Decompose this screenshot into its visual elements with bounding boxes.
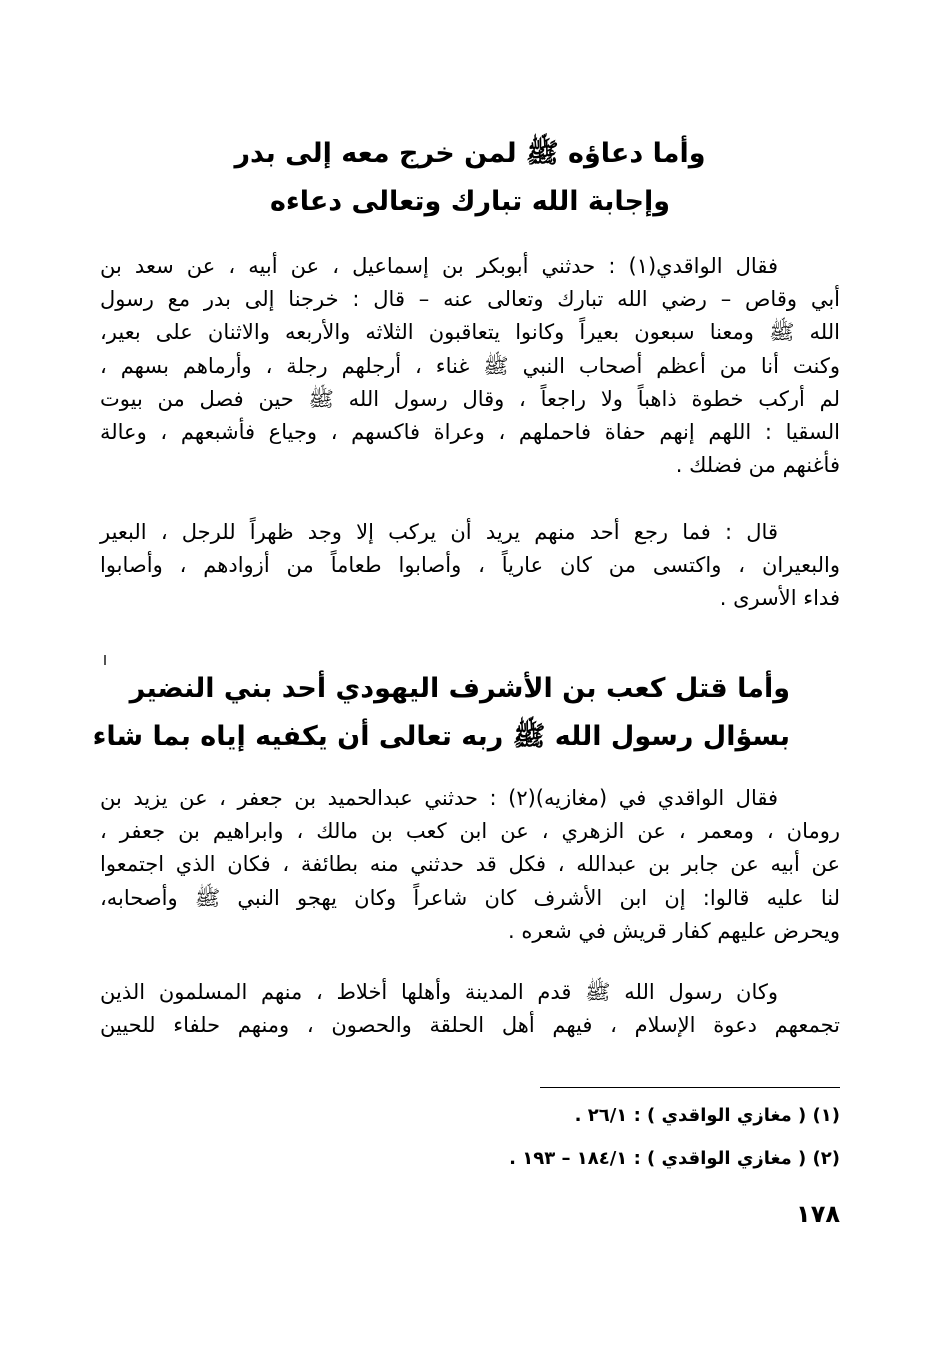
- text-line: وكان رسول الله ﷺ قدم المدينة وأهلها أخلاط ، منهم المسلمون الذين: [100, 980, 778, 1004]
- text-line: لنا عليه قالوا: إن ابن الأشرف كان شاعراً وكان يهجو النبي ﷺ وأصحابه،: [100, 885, 840, 910]
- heading-line: وأما قتل كعب بن الأشرف اليهودي أحد بني النضير: [129, 673, 790, 704]
- text-line: السقيا : اللهم إنهم حفاة فاحملهم ، وعراة فاكسهم ، وجياع فأشبعهم ، وعالة: [100, 420, 840, 445]
- text-line: تجمعهم دعوة الإسلام ، فيهم أهل الحلقة والحصون ، ومنهم حلفاء للحيين: [100, 1013, 840, 1038]
- heading-line: بسؤال رسول الله ﷺ ربه تعالى أن يكفيه إياه بما شاء: [92, 721, 790, 752]
- paragraph-badr-outcome: [100, 516, 840, 616]
- text-line: رومان ، ومعمر ، عن الزهري ، عن ابن كعب بن مالك ، وابراهيم بن جعفر ،: [100, 819, 840, 844]
- text-line: لم أركب خطوة ذاهباً ولا راجعاً ، وقال رسول الله ﷺ حين فصل من بيوت: [100, 386, 840, 411]
- text-line: عن أبيه عن جابر بن عبدالله ، فكل قد حدثني منه بطائفة ، فكان الذي اجتمعوا: [100, 852, 840, 877]
- text-line: فداء الأسرى .: [719, 586, 840, 611]
- scan-speck: [104, 655, 106, 665]
- text-line: ويحرض عليهم كفار قريش في شعره .: [508, 918, 840, 943]
- footnote-1: (١) ( مغازي الواقدي ) : ٢٦/١ .: [574, 1105, 840, 1126]
- page-number: ١٧٨: [796, 1200, 840, 1228]
- section-heading-kab: [92, 665, 790, 761]
- text-line: الله ﷺ ومعنا سبعون بعيراً وكانوا يتعاقبون الثلاثه والأربعه والاثنان على بعير،: [100, 320, 840, 345]
- text-line: فقال الواقدي(١) : حدثني أبوبكر بن إسماعيل ، عن أبيه ، عن سعد بن: [100, 254, 778, 278]
- paragraph-badr-narration: [100, 250, 840, 482]
- paragraph-kab-narration: [100, 782, 840, 948]
- text-line: وكنت أنا من أعظم أصحاب النبي ﷺ غناء ، أرجلهم رجلة ، وأرماهم بسهم ،: [100, 353, 840, 378]
- text-line: أبي وقاص – رضي الله تبارك وتعالى عنه – قال : خرجنا إلى بدر مع رسول: [100, 287, 840, 312]
- text-line: فقال الواقدي في (مغازيه)(٢) : حدثني عبدالحميد بن جعفر ، عن يزيد بن: [100, 786, 778, 810]
- text-line: والبعيران ، واكتسى من كان عارياً ، وأصابوا طعاماً من أزوادهم ، وأصابوا: [100, 553, 840, 578]
- section-heading-badr: [150, 130, 790, 226]
- heading-line: وإجابة الله تبارك وتعالى دعاءه: [269, 186, 671, 217]
- paragraph-medina: [100, 976, 840, 1042]
- text-line: قال : فما رجع أحد منهم يريد أن يركب إلا وجد ظهراً للرجل ، البعير: [100, 520, 778, 544]
- footnote-2: (٢) ( مغازي الواقدي ) : ١٨٤/١ – ١٩٣ .: [509, 1148, 840, 1169]
- footnote-divider: [540, 1087, 840, 1088]
- heading-line: وأما دعاؤه ﷺ لمن خرج معه إلى بدر: [234, 138, 706, 169]
- text-line: فأغنهم من فضلك .: [675, 453, 840, 478]
